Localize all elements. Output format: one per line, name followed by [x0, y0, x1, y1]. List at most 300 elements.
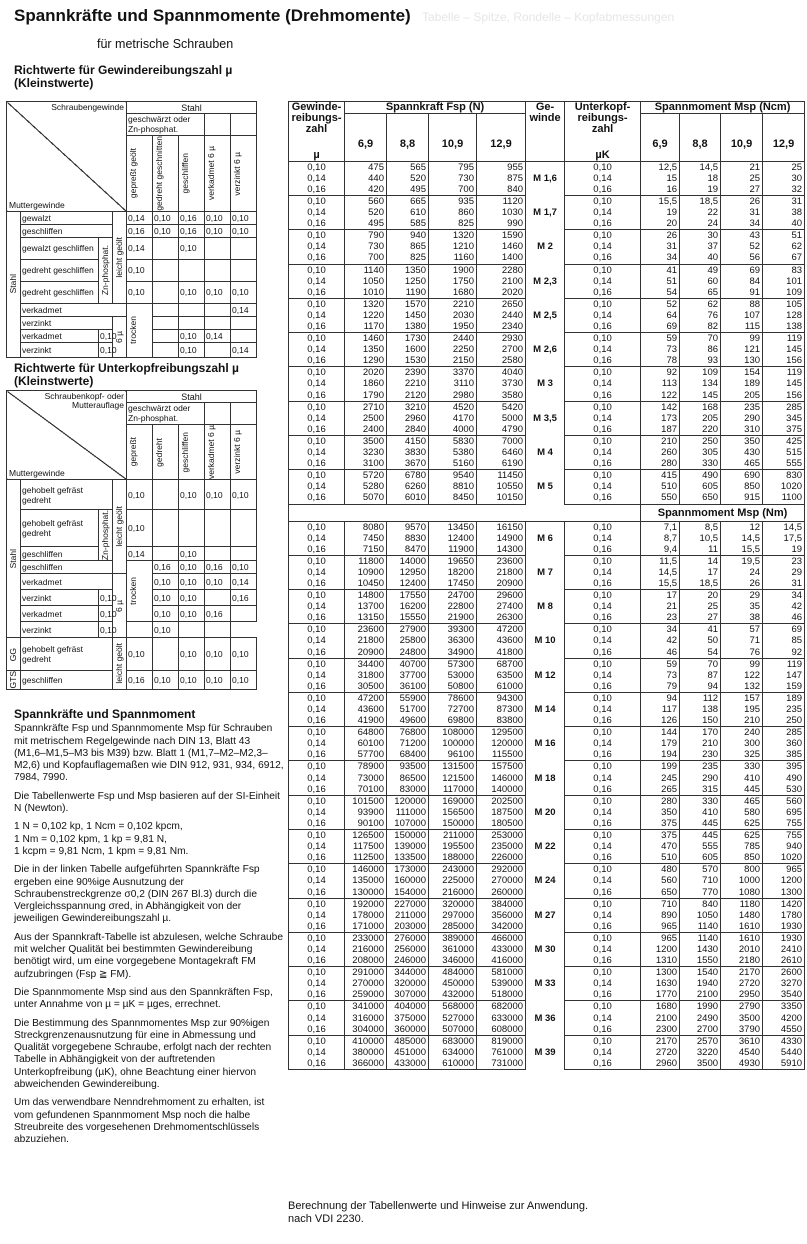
underhead-friction-value: 0,10 — [565, 555, 641, 567]
torque-value: 290 — [680, 773, 721, 784]
table-row — [289, 624, 805, 636]
clamp-force-value: 731000 — [477, 1058, 526, 1070]
thread-friction-value: 0,14 — [289, 1047, 345, 1058]
clamp-force-value: 3670 — [387, 458, 429, 470]
grade-header: 10,9 — [721, 114, 763, 150]
friction-value — [205, 303, 231, 316]
clamp-force-value: 150000 — [387, 830, 429, 842]
underhead-friction-value: 0,14 — [565, 1013, 641, 1024]
clamp-force-value: 71200 — [387, 738, 429, 749]
clamp-force-value: 243000 — [429, 864, 477, 876]
clamp-force-value: 203000 — [387, 921, 429, 933]
clamp-force-value: 157500 — [477, 761, 526, 773]
thread-friction-value: 0,10 — [289, 367, 345, 379]
friction-value: 0,10 — [127, 480, 153, 510]
torque-value: 31 — [721, 207, 763, 218]
clamp-force-value: 2100 — [477, 276, 526, 287]
underhead-friction-value: 0,14 — [565, 276, 641, 287]
torque-value: 330 — [680, 795, 721, 807]
clamp-force-value: 57700 — [345, 749, 387, 761]
torque-value: 156 — [763, 355, 805, 367]
side-zn — [99, 237, 113, 303]
clamp-force-value: 1320 — [345, 298, 387, 310]
torque-value: 85 — [763, 635, 805, 646]
clamp-force-value: 3830 — [387, 447, 429, 458]
clamp-force-value: 560 — [345, 195, 387, 207]
table-row — [289, 195, 805, 207]
underhead-friction-value: 0,16 — [565, 852, 641, 864]
torque-value: 605 — [680, 481, 721, 492]
thread-friction-value: 0,14 — [289, 344, 345, 355]
thread-friction-value: 0,16 — [289, 492, 345, 504]
clamp-force-value: 16150 — [477, 521, 526, 533]
thread-friction-value: 0,14 — [289, 773, 345, 784]
clamp-force-value: 291000 — [345, 967, 387, 979]
thread-size: M 2,6 — [526, 333, 565, 367]
torque-value: 650 — [680, 492, 721, 504]
torque-value: 2490 — [680, 1013, 721, 1024]
torque-value: 92 — [641, 367, 680, 379]
underhead-friction-value: 0,10 — [565, 898, 641, 910]
table-row — [289, 932, 805, 944]
row-label: verzinkt — [21, 316, 113, 329]
torque-value: 1140 — [680, 921, 721, 933]
clamp-force-value: 7450 — [345, 533, 387, 544]
torque-value: 138 — [763, 321, 805, 333]
torque-value: 189 — [721, 378, 763, 389]
torque-value: 555 — [763, 458, 805, 470]
clamp-force-value: 520 — [345, 207, 387, 218]
clamp-force-value: 8080 — [345, 521, 387, 533]
grade-header: 12,9 — [763, 114, 805, 150]
underhead-friction-value: 0,16 — [565, 578, 641, 590]
friction-value: 0,10 — [179, 638, 205, 671]
torque-value: 62 — [763, 241, 805, 252]
torque-value: 710 — [680, 875, 721, 886]
friction-value: 0,10 — [153, 590, 179, 606]
clamp-force-value: 24700 — [429, 590, 477, 602]
underhead-friction-value: 0,10 — [565, 624, 641, 636]
torque-value: 195 — [721, 704, 763, 715]
thread-friction-value: 0,10 — [289, 521, 345, 533]
torque-value: 199 — [641, 761, 680, 773]
torque-value: 4930 — [721, 1058, 763, 1070]
friction-value: 0,10 — [127, 638, 153, 671]
friction-value: 0,16 — [179, 211, 205, 224]
corner-top-label: Schraubenkopf- oder Mutterauflage — [44, 391, 124, 410]
clamp-force-value: 43600 — [477, 635, 526, 646]
clamp-force-value: 433000 — [477, 944, 526, 955]
torque-value: 235 — [680, 761, 721, 773]
clamp-force-value: 2980 — [429, 390, 477, 402]
side-stahl — [7, 480, 21, 638]
spacer — [231, 403, 257, 425]
clamp-force-value: 3370 — [429, 367, 477, 379]
underhead-friction-value: 0,10 — [565, 521, 641, 533]
thread-friction-value: 0,16 — [289, 887, 345, 899]
thread-friction-value: 0,14 — [289, 447, 345, 458]
torque-value: 480 — [641, 864, 680, 876]
clamp-force-value: 21800 — [345, 635, 387, 646]
table-row — [289, 230, 805, 242]
clamp-force-value: 216000 — [345, 944, 387, 955]
side-gg — [7, 638, 21, 671]
thread-friction-value: 0,14 — [289, 978, 345, 989]
thread-friction-value: 0,10 — [289, 264, 345, 276]
underhead-friction-value: 0,14 — [565, 567, 641, 578]
friction-value: 0,10 — [127, 281, 153, 303]
underhead-friction-value: 0,14 — [565, 704, 641, 715]
unit-line: 1 N = 0,102 kp, 1 Ncm = 0,102 kpcm, — [14, 821, 183, 833]
paragraph: Aus der Spannkraft-Tabelle ist abzulesen, welche Schraube mit welcher Qualität bei bestimmten Gewindereibung benötigt wird, um eine vorgegebene Montagekraft FM aufzubringen (Fsp ≧ FM). — [14, 931, 283, 980]
grade-header: 10,9 — [429, 114, 477, 150]
torque-value: 54 — [680, 647, 721, 659]
torque-value: 1310 — [641, 955, 680, 967]
clamp-force-value: 5720 — [345, 470, 387, 482]
nm-heading: Spannmoment Msp (Nm) — [641, 504, 805, 521]
underhead-friction-value: 0,10 — [565, 264, 641, 276]
table-row — [289, 727, 805, 739]
torque-value: 15,5 — [641, 578, 680, 590]
column-header-label: geschliffen — [180, 431, 190, 473]
clamp-force-value: 49600 — [387, 715, 429, 727]
torque-value: 25 — [763, 161, 805, 173]
thread-friction-value: 0,10 — [289, 590, 345, 602]
clamp-force-value: 2580 — [477, 355, 526, 367]
friction-value: 0,10 — [99, 622, 113, 638]
clamp-force-value: 389000 — [429, 932, 477, 944]
friction-value: 0,10 — [179, 606, 205, 622]
column-header-label: verkadmet 6 µ — [206, 146, 216, 201]
clamp-force-value: 180500 — [477, 818, 526, 830]
thread-friction-value: 0,14 — [289, 704, 345, 715]
torque-value: 34 — [721, 218, 763, 230]
torque-value: 285 — [763, 401, 805, 413]
clamp-force-value: 9540 — [429, 470, 477, 482]
head-friction-table — [6, 390, 257, 690]
thread-friction-value: 0,16 — [289, 321, 345, 333]
friction-value: 0,10 — [179, 342, 205, 357]
torque-value: 170 — [680, 727, 721, 739]
clamp-force-value: 6260 — [387, 481, 429, 492]
thread-size: M 12 — [526, 658, 565, 692]
underhead-friction-value: 0,14 — [565, 944, 641, 955]
clamp-force-value: 875 — [477, 173, 526, 184]
table1-heading: Richtwerte für Gewindereibungszahl µ (Kleinstwerte) — [14, 63, 233, 90]
torque-value: 1420 — [763, 898, 805, 910]
torque-value: 34 — [641, 252, 680, 264]
torque-value: 115 — [721, 321, 763, 333]
friction-value: 0,10 — [153, 606, 179, 622]
side-oil — [113, 480, 127, 574]
column-header-label: gedreht — [154, 437, 164, 467]
torque-value: 147 — [763, 670, 805, 681]
clamp-force-value: 22800 — [429, 601, 477, 612]
thread-friction-value: 0,10 — [289, 864, 345, 876]
underhead-friction-value: 0,16 — [565, 749, 641, 761]
thread-size: M 16 — [526, 727, 565, 761]
thread-friction-value: 0,10 — [289, 470, 345, 482]
torque-value: 755 — [763, 830, 805, 842]
clamp-force-value: 380000 — [345, 1047, 387, 1058]
torque-value: 26 — [721, 195, 763, 207]
torque-value: 69 — [641, 321, 680, 333]
friction-value: 0,10 — [231, 480, 257, 510]
torque-value: 21 — [641, 601, 680, 612]
clamp-force-value: 344000 — [387, 967, 429, 979]
friction-value — [205, 622, 231, 638]
friction-value: 0,14 — [127, 546, 153, 560]
underhead-friction-value: 0,10 — [565, 161, 641, 173]
friction-value — [179, 303, 205, 316]
torque-value: 51 — [641, 276, 680, 287]
clamp-force-value: 139000 — [387, 841, 429, 852]
thread-friction-value: 0,16 — [289, 784, 345, 796]
torque-value: 330 — [680, 458, 721, 470]
friction-head-label: Gewinde-reibungs-zahl — [291, 101, 342, 136]
torque-value: 3220 — [680, 1047, 721, 1058]
clamp-force-value: 43600 — [345, 704, 387, 715]
friction-value — [153, 480, 179, 510]
thread-size: M 30 — [526, 932, 565, 966]
table-row — [289, 830, 805, 842]
thread-size: M 33 — [526, 967, 565, 1001]
thread-friction-value: 0,16 — [289, 921, 345, 933]
torque-value: 150 — [680, 715, 721, 727]
torque-value: 35 — [721, 601, 763, 612]
clamp-force-value: 2280 — [477, 264, 526, 276]
torque-value: 67 — [763, 252, 805, 264]
underhead-friction-value: 0,14 — [565, 447, 641, 458]
thread-size: M 3 — [526, 367, 565, 401]
side-oil — [113, 211, 127, 303]
friction-value: 0,10 — [205, 281, 231, 303]
clamp-force-value: 30500 — [345, 681, 387, 693]
grade-header: 8,8 — [387, 114, 429, 150]
clamp-force-value: 634000 — [429, 1047, 477, 1058]
friction-value: 0,10 — [179, 281, 205, 303]
clamp-force-value: 6780 — [387, 470, 429, 482]
clamp-force-value: 935 — [429, 195, 477, 207]
paragraph — [14, 821, 284, 858]
underhead-friction-value: 0,10 — [565, 401, 641, 413]
clamp-force-value: 865 — [387, 241, 429, 252]
clamp-force-value: 93500 — [387, 761, 429, 773]
thread-friction-value: 0,14 — [289, 841, 345, 852]
clamp-force-value: 37700 — [387, 670, 429, 681]
underhead-friction-value: 0,10 — [565, 830, 641, 842]
table-row — [289, 367, 805, 379]
clamp-force-value: 1750 — [429, 276, 477, 287]
torque-value: 220 — [680, 424, 721, 436]
torque-value: 18 — [680, 173, 721, 184]
underhead-friction-value: 0,14 — [565, 910, 641, 921]
clamp-force-value: 225000 — [429, 875, 477, 886]
clamp-force-value: 2930 — [477, 333, 526, 345]
torque-value: 205 — [680, 413, 721, 424]
torque-value: 154 — [721, 367, 763, 379]
thread-size: M 14 — [526, 692, 565, 726]
torque-value: 14 — [680, 555, 721, 567]
torque-value: 138 — [680, 704, 721, 715]
torque-value: 76 — [721, 647, 763, 659]
clamp-force-value: 2150 — [429, 355, 477, 367]
friction-value — [205, 316, 231, 329]
table-row — [289, 298, 805, 310]
friction-value — [205, 342, 231, 357]
clamp-force-value: 112500 — [345, 852, 387, 864]
torque-value: 280 — [641, 795, 680, 807]
thread-friction-value: 0,14 — [289, 738, 345, 749]
thread-size: M 27 — [526, 898, 565, 932]
clamp-force-value: 27900 — [387, 624, 429, 636]
clamp-force-value: 825 — [387, 252, 429, 264]
torque-value: 2960 — [641, 1058, 680, 1070]
torque-value: 240 — [721, 727, 763, 739]
clamp-force-value: 5070 — [345, 492, 387, 504]
underhead-friction-value: 0,16 — [565, 715, 641, 727]
torque-value: 31 — [763, 578, 805, 590]
underhead-friction-value: 0,16 — [565, 921, 641, 933]
friction-value — [179, 316, 205, 329]
thread-friction-value: 0,16 — [289, 715, 345, 727]
torque-value: 18,5 — [680, 578, 721, 590]
thread-friction-value: 0,10 — [289, 932, 345, 944]
torque-value: 65 — [680, 287, 721, 299]
column-header — [127, 425, 153, 480]
thread-size: M 10 — [526, 624, 565, 658]
clamp-force-value: 8470 — [387, 544, 429, 556]
spacer — [526, 150, 565, 162]
torque-value: 1610 — [721, 921, 763, 933]
underhead-friction-value: 0,16 — [565, 955, 641, 967]
side-zn-label: Zn-phosphat. — [100, 245, 110, 296]
torque-value: 78 — [641, 355, 680, 367]
clamp-force-value: 259000 — [345, 989, 387, 1001]
clamp-force-value: 211000 — [387, 910, 429, 921]
underhead-friction-value: 0,16 — [565, 321, 641, 333]
clamp-force-value: 527000 — [429, 1013, 477, 1024]
friction-value — [179, 259, 205, 281]
table-row — [289, 264, 805, 276]
torque-value: 785 — [721, 841, 763, 852]
torque-value: 375 — [641, 830, 680, 842]
corner-bottom-label: Muttergewinde — [9, 468, 65, 479]
torque-value: 157 — [721, 692, 763, 704]
clamp-force-value: 216000 — [429, 887, 477, 899]
torque-value: 2610 — [763, 955, 805, 967]
clamp-force-value: 61000 — [477, 681, 526, 693]
torque-value: 755 — [763, 818, 805, 830]
clamp-force-value: 432000 — [429, 989, 477, 1001]
torque-value: 2950 — [721, 989, 763, 1001]
clamp-force-value: 1680 — [429, 287, 477, 299]
torque-value: 19 — [763, 544, 805, 556]
clamp-force-value: 171000 — [345, 921, 387, 933]
torque-value: 11 — [680, 544, 721, 556]
friction-value: 0,14 — [205, 329, 231, 342]
underhead-friction-value: 0,14 — [565, 413, 641, 424]
table-row — [289, 864, 805, 876]
paragraph: Spannkräfte Fsp und Spannmomente Msp für Schrauben mit metrischem Regelgewinde nach DIN 13, Blatt 43 (M1,6–M1,5–M3 bis M39) bzw. Blatt 1 (M1,7–M2–M2,3–M2,6) und Kopfauflagemaßen wie DIN 912, 931, 934, 6912, 7984, 7990. — [14, 723, 284, 784]
torque-value: 1930 — [763, 921, 805, 933]
torque-value: 245 — [641, 773, 680, 784]
clamp-force-value: 3230 — [345, 447, 387, 458]
torque-value: 710 — [641, 898, 680, 910]
torque-value: 38 — [763, 207, 805, 218]
clamp-force-value: 495 — [387, 184, 429, 196]
torque-value: 30 — [680, 230, 721, 242]
thread-friction-value: 0,14 — [289, 378, 345, 389]
torque-value: 113 — [641, 378, 680, 389]
spacer — [641, 150, 680, 162]
clamp-force-value: 1860 — [345, 378, 387, 389]
row-label: gedreht geschliffen — [21, 281, 99, 303]
clamp-force-value: 23600 — [345, 624, 387, 636]
underhead-friction-value: 0,16 — [565, 612, 641, 624]
clamp-force-value: 14000 — [387, 555, 429, 567]
torque-value: 27 — [721, 184, 763, 196]
thread-friction-value: 0,14 — [289, 601, 345, 612]
clamp-force-value: 10900 — [345, 567, 387, 578]
clamp-force-value: 96100 — [429, 749, 477, 761]
torque-value: 92 — [763, 647, 805, 659]
clamp-force-value: 1030 — [477, 207, 526, 218]
clamp-force-value: 20900 — [345, 647, 387, 659]
thread-friction-value: 0,14 — [289, 241, 345, 252]
thread-friction-value: 0,16 — [289, 218, 345, 230]
column-header — [153, 136, 179, 212]
clamp-force-value: 420 — [345, 184, 387, 196]
clamp-force-value: 39300 — [429, 624, 477, 636]
torque-value: 210 — [641, 435, 680, 447]
clamp-force-value: 2030 — [429, 310, 477, 321]
clamp-force-value: 795 — [429, 161, 477, 173]
clamp-force-value: 610 — [387, 207, 429, 218]
thread-friction-value: 0,16 — [289, 852, 345, 864]
thread-friction-value: 0,16 — [289, 287, 345, 299]
torque-value: 690 — [721, 470, 763, 482]
clamp-force-value: 14800 — [345, 590, 387, 602]
table-row — [289, 555, 805, 567]
clamp-force-value: 10550 — [477, 481, 526, 492]
clamp-force-value: 4790 — [477, 424, 526, 436]
underhead-friction-value: 0,16 — [565, 355, 641, 367]
torque-value: 965 — [641, 921, 680, 933]
clamp-force-value: 11450 — [477, 470, 526, 482]
friction-value: 0,10 — [153, 224, 179, 237]
torque-value: 5910 — [763, 1058, 805, 1070]
clamp-force-value: 140000 — [477, 784, 526, 796]
thread-friction-value: 0,16 — [289, 749, 345, 761]
page-title: Spannkräfte und Spannmomente (Drehmomente) — [14, 6, 411, 25]
clamp-force-value: 1320 — [429, 230, 477, 242]
torque-value: 2720 — [641, 1047, 680, 1058]
friction-value: 0,10 — [231, 671, 257, 689]
table-row — [289, 761, 805, 773]
underhead-friction-value: 0,16 — [565, 1058, 641, 1070]
torque-value: 159 — [763, 681, 805, 693]
torque-value: 300 — [721, 738, 763, 749]
clamp-force-value: 761000 — [477, 1047, 526, 1058]
thread-friction-value: 0,16 — [289, 955, 345, 967]
friction-value: 0,10 — [231, 638, 257, 671]
thread-friction-value: 0,14 — [289, 875, 345, 886]
row-label: verzinkt — [21, 622, 99, 638]
friction-value — [205, 259, 231, 281]
clamp-force-value: 16200 — [387, 601, 429, 612]
table-row — [289, 521, 805, 533]
